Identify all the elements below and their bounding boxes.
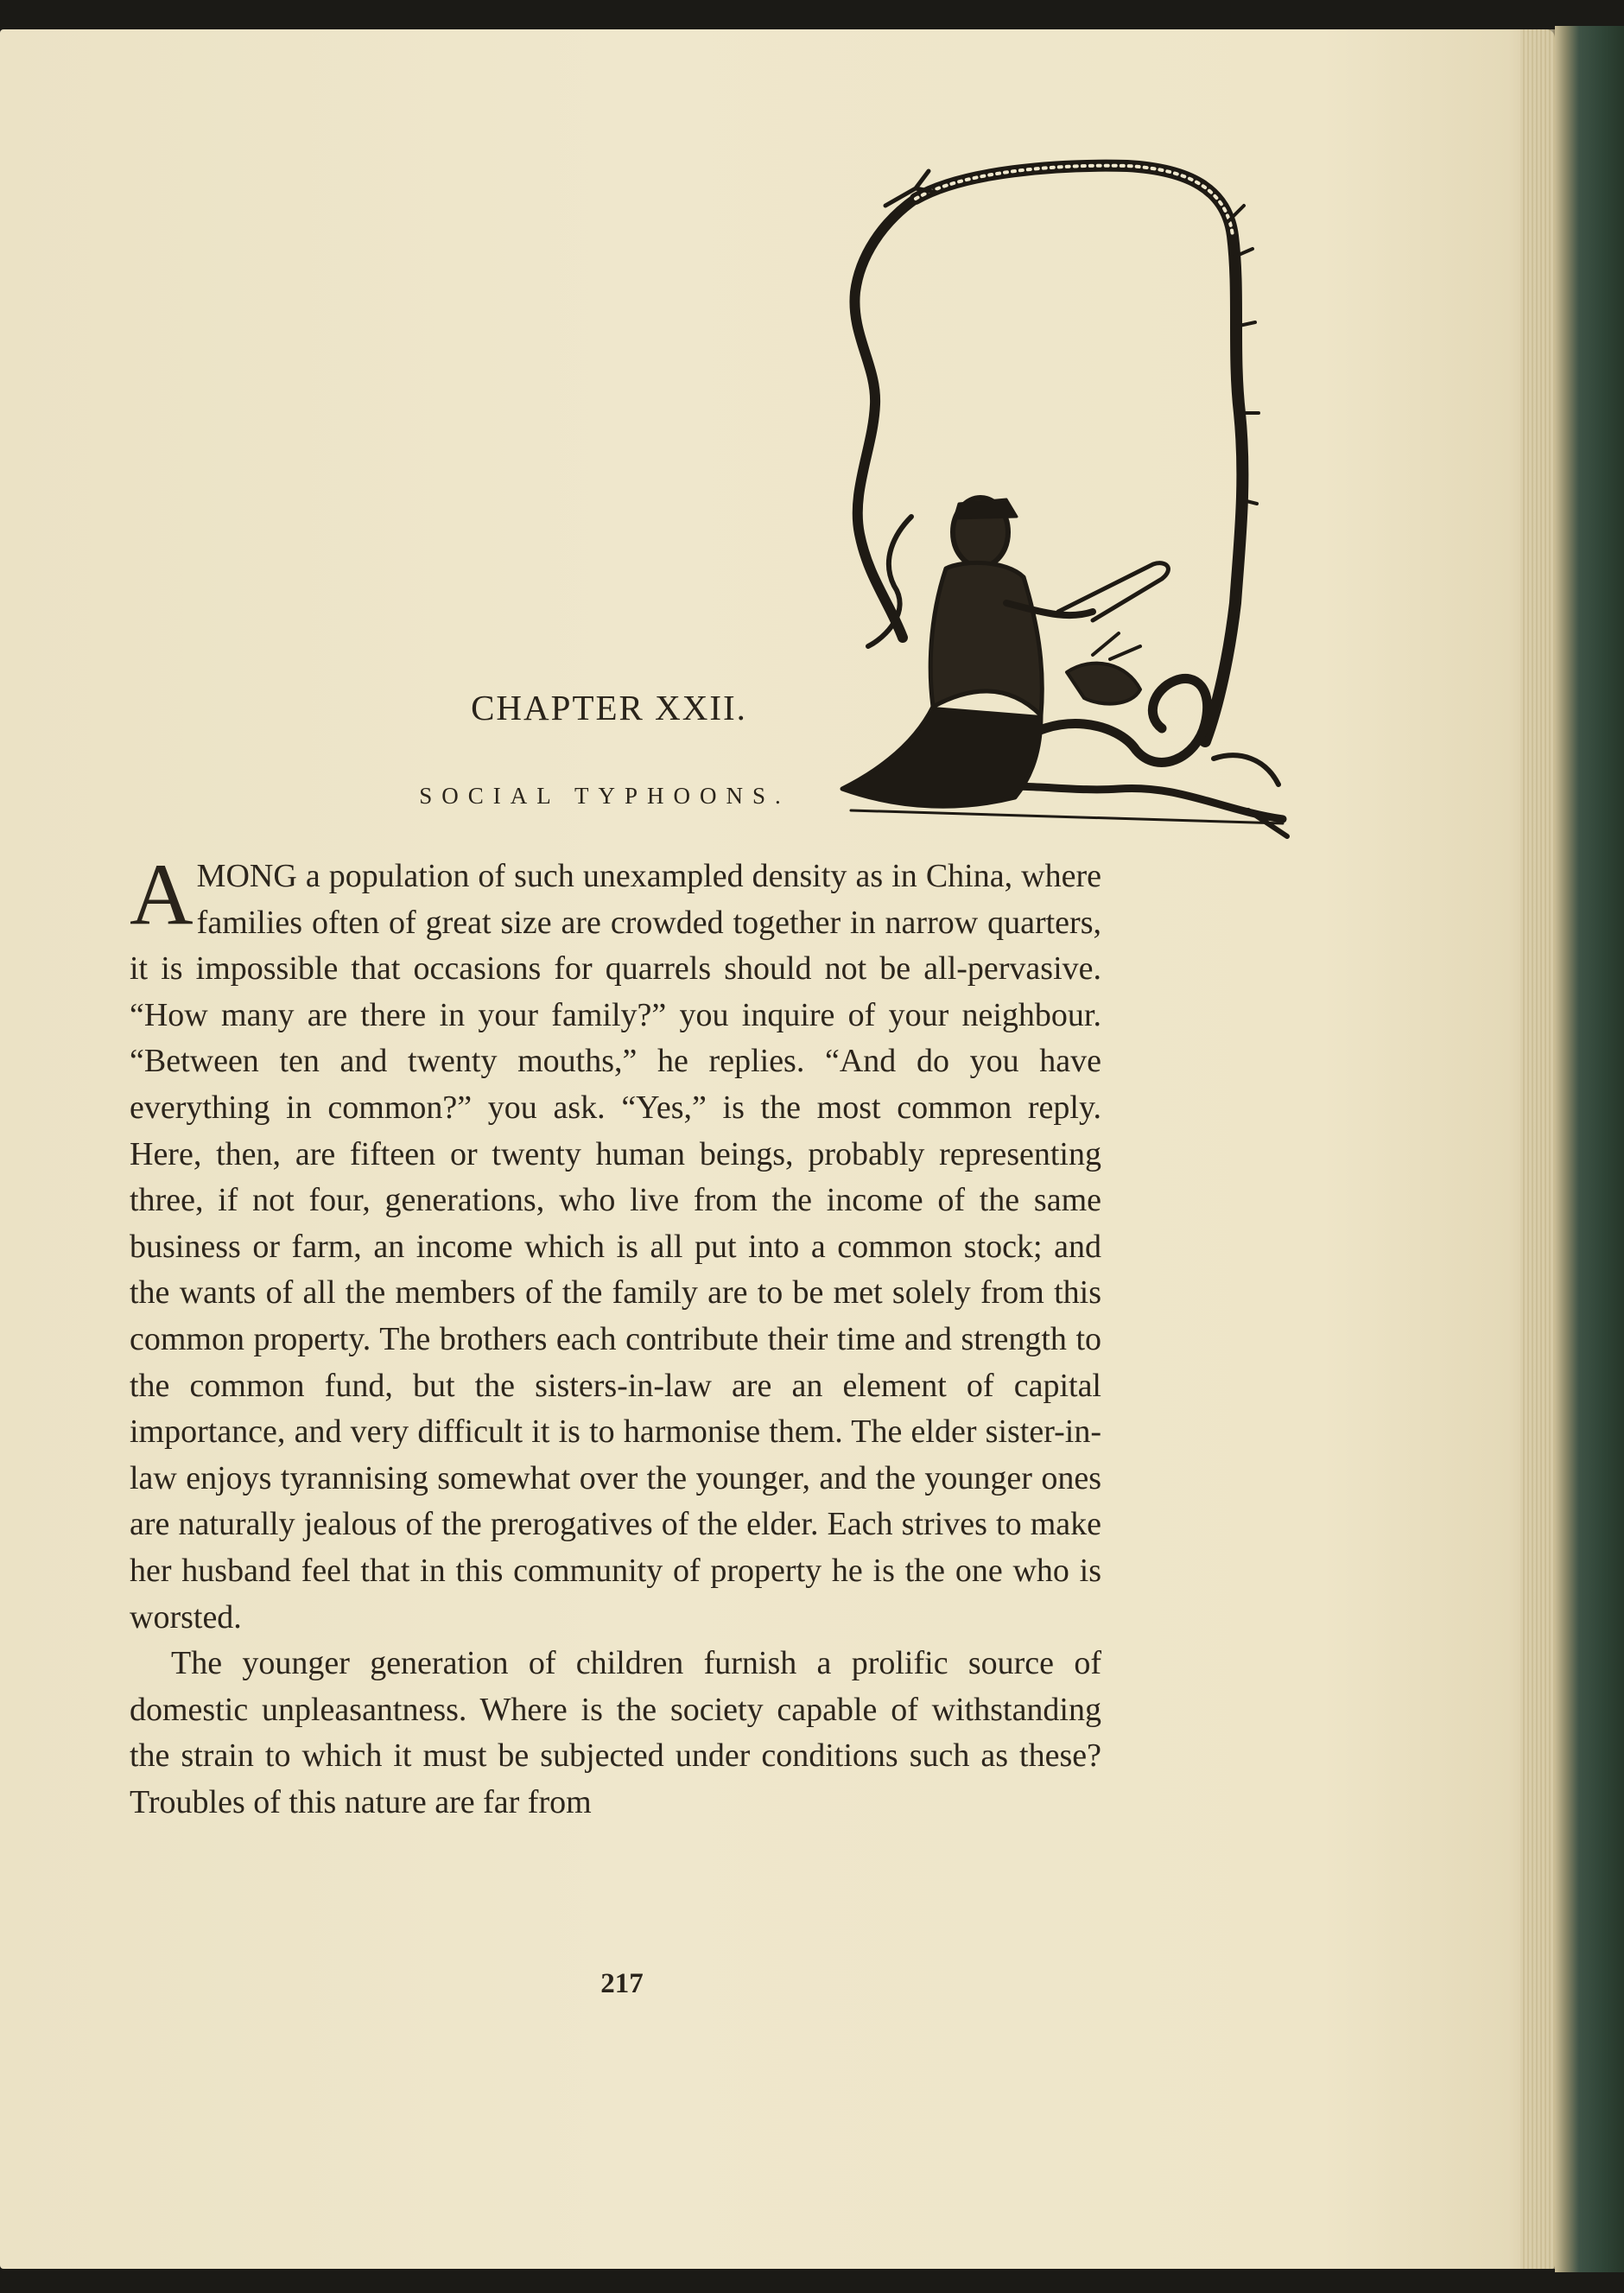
page-number: 217 (600, 1968, 644, 1999)
paragraph-2: The younger generation of children furnish a prolific source of domestic unpleasantness. Where is the society capable of withstanding the strain to which it must be subjected under conditions such as these? Troubles of this nature are far from (130, 1645, 1101, 1820)
body-text (130, 846, 1101, 1826)
page-edges (1520, 29, 1555, 2269)
chapter-subtitle: SOCIAL TYPHOONS. (419, 783, 790, 809)
dragon-vignette-icon (834, 154, 1300, 849)
paragraph-1: AMONG a population of such unexampled density as in China, where families often of great size are crowded together in narrow quarters, it is impossible that occasions for quarrels should not be all-pervasive. “How many are there in your family?” you inquire of your neighbour. “Between ten and twenty mouths,” he replies. “And do you have everything in common?” you ask. “Yes,” is the most common reply. Here, then, are fifteen or twenty human beings, probably representing three, if not four, generations, who live from the income of the same business or farm, an income which is all put into a common stock; and the wants of all the members of the family are to be met solely from this common property. The brothers each contribute their time and strength to the common fund, but the sisters-in-law are an element of capital importance, and very difficult it is to harmonise them. The elder sister-in-law enjoys tyrannising somewhat over the younger, and the younger ones are naturally jealous of the prerogatives of the elder. Each strives to make her husband feel that in this community of property he is the one who is worsted. (130, 846, 1101, 1636)
book-spine (1555, 26, 1624, 2272)
chapter-title: CHAPTER XXII. (471, 688, 747, 727)
